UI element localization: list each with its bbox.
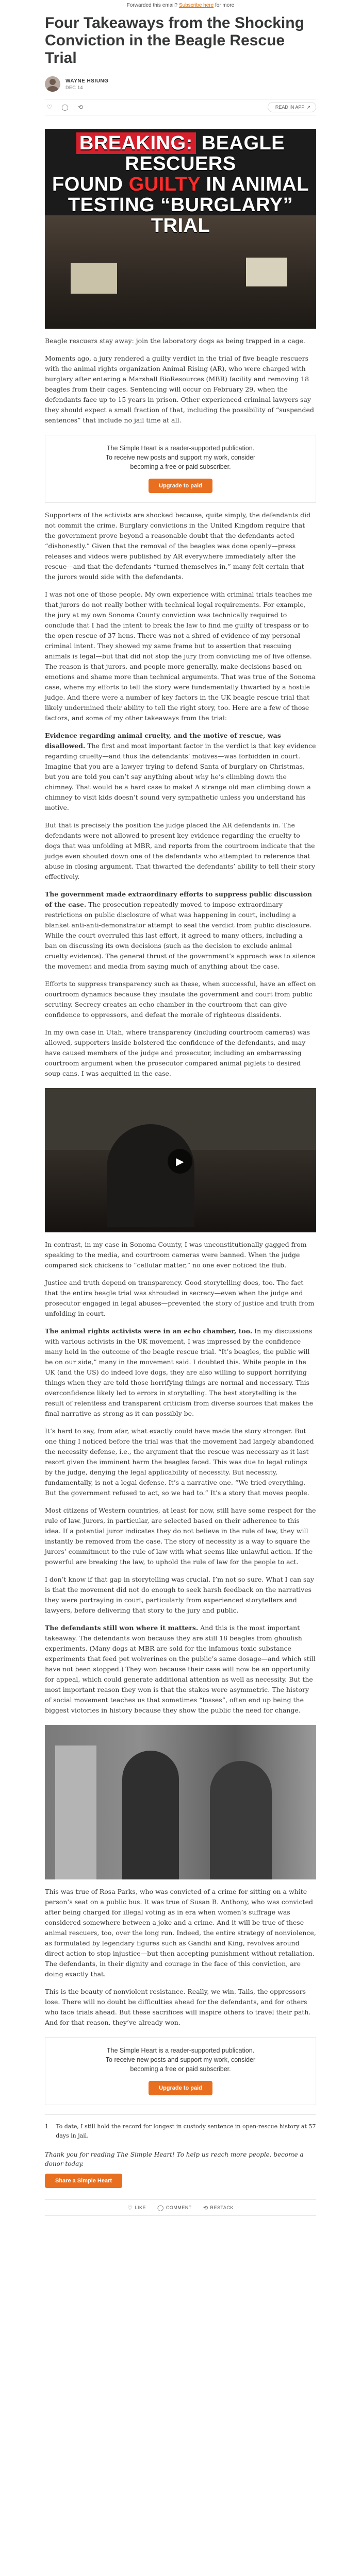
subscribe-link[interactable]: Subscribe here [178, 3, 214, 8]
author-name[interactable]: WAYNE HSIUNG [65, 78, 109, 84]
paragraph: Justice and truth depend on transparency. Good storytelling does, too. The fact that the entire beagle trial was shrouded in secrecy—even when the judge and prosecutor engaged in legal abuses—prevented the story of justice and truth from unfolding in court. [45, 1279, 315, 1317]
paragraph-body: And this is the most important takeaway. The defendants won because they are still 18 beagles from ghoulish experiments. (Many dogs at MBR are sold for the infamous toxic substance experiments that feed pet wolverines on the public’s same dosage—and which still have not been stopped.) They won because their case will now be an opportunity for appeal, which could generate additional attention as well as necessity. But the most important reason they won is that the stakes were asymmetric. The history of social movement teaches us that sometimes “losses”, often end up being the biggest victories in history because they show the public the need for change. [45, 1624, 316, 1714]
paragraph: Supporters of the activists are shocked because, quite simply, the defendants did not commit the crime. Burglary convictions in the United Kingdom require that the government prove beyond a reasonable doubt that the defendants acted “dishonestly.” Given that the removal of the beagles was done openly—press releases and videos were published by AR everywhere immediately after the rescue—and that the defendants “turned themselves in,” many felt certain that the jurors would side with the defendants. [45, 511, 311, 581]
video-embed[interactable] [45, 1088, 316, 1232]
comment-icon: ◯ [157, 2204, 164, 2211]
forward-banner [0, 0, 361, 11]
paragraph: I was not one of those people. My own experience with criminal trials teaches me that jurors do not really bother with technical legal requirements. For example, the jury at my own Sonoma County conviction was technically required to conclude that I had the intent to break the law to find me guilty of trespass or to the open rescue of 37 hens. There was not a shred of evidence of my personal criminal intent. They showed my same frame but to assertion that rescuing animals is legal—but that did not stop the jury from convicting me of five offense. The reason is that jurors, and people more generally, make decisions based on emotions and shame more than technical arguments. That was true of the Sonoma case, where my efforts to tell the story were fundamentally thwarted by a hostile judge. And there were a number of key factors in the UK beagle rescue trial that likely undermined their ability to tell the right story, too. Here are a few of those factors, and some of my other takeaways from the trial: [45, 590, 316, 722]
paragraph-lead: The government made extraordinary efforts to suppress public discussion of the case. [45, 890, 312, 908]
subscribe-line: becoming a free or paid subscriber. [130, 463, 231, 470]
hero-headline [48, 133, 313, 236]
paragraph: It’s hard to say, from afar, what exactly could have made the story stronger. But one thing I noticed before the trial was that the movement had largely abandoned the necessity defense, i.e., the argument that the rescue was necessary as it last resort given the imminent harm the beagles faced. This was due to legal rulings by the judge, denying the legal applicability of necessity. But necessity, fundamentally, is not a legal defense. It’s a narrative one. “We tried everything. But the government refused to act, so we had to.” It’s a story that moves people. [45, 1427, 314, 1497]
paragraph: But that is precisely the position the judge placed the AR defendants in. The defendants were not allowed to present key evidence regarding the cruelty to dogs that was unfolding at MBR, and reports from the courtroom indicate that the judge even shouted down one of the defendants who attempted to reference that abuse in closing argument. That thwarted the defendants’ ability to tell their story effectively. [45, 821, 316, 880]
protest-sign [71, 263, 117, 294]
footnote-number[interactable]: 1 [45, 2123, 48, 2130]
paragraph-lead: Evidence regarding animal cruelty, and the motive of rescue, was disallowed. [45, 732, 281, 750]
protest-sign [246, 258, 287, 286]
hero-line2c: IN ANIMAL [200, 174, 309, 195]
byline [45, 75, 316, 93]
restack-label: RESTACK [210, 2205, 234, 2210]
subscribe-line: becoming a free or paid subscriber. [130, 2065, 231, 2073]
comment-button[interactable] [157, 2205, 192, 2211]
hero-guilty: GUILTY [128, 174, 201, 195]
photo-figure [122, 1751, 179, 1879]
paragraph [45, 731, 316, 813]
breaking-label: BREAKING: [76, 132, 196, 154]
like-button[interactable] [127, 2205, 146, 2211]
paragraph [45, 1623, 316, 1716]
post-title[interactable]: Four Takeaways from the Shocking Conviction in the Beagle Rescue Trial [45, 14, 304, 66]
share-button[interactable]: Share a Simple Heart [45, 2174, 122, 2188]
subscribe-box [45, 2037, 316, 2105]
paragraph-lead: The defendants still won where it matters. [45, 1624, 199, 1632]
subscribe-line: The Simple Heart is a reader-supported publication. [106, 2047, 255, 2054]
speaker-silhouette [107, 1124, 194, 1227]
paragraph [45, 889, 316, 972]
author-avatar[interactable] [45, 76, 60, 92]
article [45, 14, 316, 2216]
historical-photo[interactable] [45, 1725, 316, 1879]
paragraph: In contrast, in my case in Sonoma County, I was unconstitutionally gagged from speaking to the media, and courtroom cameras were banned. When the judge compared sick chickens to “cellular matter,” no one ever noticed the flub. [45, 1241, 307, 1269]
hero-line1: BEAGLE RESCUERS [125, 132, 285, 175]
paragraph: Most citizens of Western countries, at least for now, still have some respect for the rule of law. Jurors, in particular, are selected based on their adherence to this idea. If a potential juror indicates they do not believe in the rule of law, they will instantly be removed from the case. The story of necessity is a way to square the jurors’ commitment to the rule of law with what seems like unlawful action. If the powerful are breaking the law, to uphold the rule of law for the people to act. [45, 1506, 316, 1566]
footnote [45, 2122, 316, 2141]
hero-line2a: FOUND [52, 174, 129, 195]
post-date: DEC 14 [65, 84, 83, 90]
hero-image[interactable] [45, 129, 316, 329]
thanks-note: Thank you for reading The Simple Heart! To help us reach more people, become a donor today. [45, 2151, 304, 2167]
read-in-app-label: READ IN APP [275, 105, 305, 110]
post-actions-top [45, 99, 316, 115]
paragraph-lead: The animal rights activists were in an echo chamber, too. [45, 1327, 253, 1335]
paragraph [45, 1326, 316, 1419]
paragraph: I don’t know if that gap in storytelling was crucial. I’m not so sure. What I can say is that the movement did not do enough to seek harsh feedback on the narratives they were portraying in court, particularly from experienced storytellers and lawyers, before delivering that story to the jury and public. [45, 1575, 314, 1614]
footnotes [45, 2114, 316, 2141]
read-in-app-button[interactable] [268, 102, 316, 112]
comment-label: COMMENT [166, 2205, 192, 2210]
hero-line3: TESTING “BURGLARY” TRIAL [68, 194, 293, 236]
play-icon[interactable]: ▶ [168, 1149, 192, 1174]
comment-icon[interactable]: ◯ [61, 104, 69, 111]
upgrade-button[interactable]: Upgrade to paid [149, 479, 212, 493]
post-actions-bottom [45, 2199, 316, 2216]
paragraph: Efforts to suppress transparency such as these, when successful, have an effect on courtroom dynamics because they insulate the government and court from public scrutiny. Secrecy creates an echo chamber in the courtroom that can give confidence to oppressors, and defeat the morale of righteous dissidents. [45, 980, 316, 1019]
subscribe-line: To receive new posts and support my work, consider [105, 454, 256, 461]
photo-figure [210, 1761, 272, 1879]
footnote-text: To date, I still hold the record for longest in custody sentence in open-rescue history at 57 days in jail. [56, 2123, 316, 2139]
subscribe-line: The Simple Heart is a reader-supported publication. [106, 445, 255, 452]
heart-icon[interactable]: ♡ [46, 104, 53, 111]
paragraph: This is the beauty of nonviolent resistance. Really, we win. Tails, the oppressors lose. There will no doubt be difficulties ahead for the defendants, and for others who face trials ahead. But these sacrifices will inspire others to travel their path. And for that reason, they’ve already won. [45, 1988, 311, 2026]
paragraph: In my own case in Utah, where transparency (including courtroom cameras) was allowed, supporters inside bolstered the confidence of the defendants, and may have caused members of the judge and prosecutor, including an embarrassing courtroom argument when the prosecutor compared animal piglets to desired soup cans. I was acquitted in the case. [45, 1028, 310, 1077]
arrow-icon: ↗ [306, 104, 310, 110]
paragraph-body: The first and most important factor in the verdict is that key evidence regarding cruelty—and thus the defendants’ motives—was forbidden in court. Imagine that you are a lawyer trying to defend Santa of burglary on Christmas, but you are told you can’t say anything about why he’s climbing down the chimney. That would be a hard case to make! A strange old man climbing down a chimney to visit kids doesn’t sound very sympathetic unless you understand his motive. [45, 742, 316, 811]
photo-detail [55, 1745, 96, 1879]
forward-text: Forwarded this email? [126, 3, 178, 8]
subscribe-line: To receive new posts and support my work, consider [105, 2056, 256, 2063]
paragraph: This was true of Rosa Parks, who was convicted of a crime for sitting on a white person’s seat on a public bus. It was true of Susan B. Anthony, who was convicted after being charged for illegal voting as in era when women’s suffrage was considered somewhere between a joke and a crime. And it will be true of these animal rescuers, too, over the long run. Indeed, the entire strategy of nonviolence, as formulated by legendary figures such as Gandhi and King, revolves around direct action to stop injustice—but then accepting punishment without retaliation. The defendants, in their dignity and courage in the face of this conviction, are doing exactly that. [45, 1888, 316, 1978]
paragraph: Beagle rescuers stay away: join the laboratory dogs as being trapped in a cage. [45, 337, 305, 345]
like-label: LIKE [135, 2205, 146, 2210]
restack-button[interactable] [203, 2205, 234, 2211]
restack-icon: ⟲ [203, 2204, 208, 2211]
paragraph-body: The prosecution repeatedly moved to impose extraordinary restrictions on public disclosure of what was happening in court, including a blanket anti-anti-demonstrator attempt to seal the verdict from public disclosure. While the court overruled this last effort, it agreed to many others, including a ban on discussing its own decisions (such as the decision to exclude animal cruelty evidence). The general thrust of the government’s approach was to silence the movement and media from saying much of anything about the case. [45, 901, 316, 970]
paragraph-body: In my discussions with various activists in the UK movement, I was impressed by the confidence many held in the outcome of the beagle rescue trial. “It’s beagles, the public will be on our side,” many in the movement said. I doubted this. While people in the UK (and the US) do indeed love dogs, they are also willing to support horrifying things when they are told those horrifying things are normal and necessary. This overconfidence likely led to errors in storytelling. The best storytelling is the result of relentless and transparent criticism from diverse sources that makes the final narrative as strong as it can possibly be. [45, 1327, 314, 1417]
upgrade-button[interactable]: Upgrade to paid [149, 2081, 212, 2095]
restack-icon[interactable]: ⟲ [77, 104, 84, 111]
heart-icon: ♡ [127, 2204, 133, 2211]
subscribe-box [45, 435, 316, 503]
paragraph: Moments ago, a jury rendered a guilty verdict in the trial of five beagle rescuers with the animal rights organization Animal Rising (AR), who were charged with burglary after entering a Marshall BioResources (MBR) facility and removing 18 beagles from their cages. Sentencing will occur on February 29, when the defendants face up to 15 years in prison. Other experienced criminal lawyers say they should expect a small fraction of that, including the possibility of “suspended sentences” that include no jail time at all. [45, 354, 314, 424]
forward-suffix: for more [214, 3, 235, 8]
